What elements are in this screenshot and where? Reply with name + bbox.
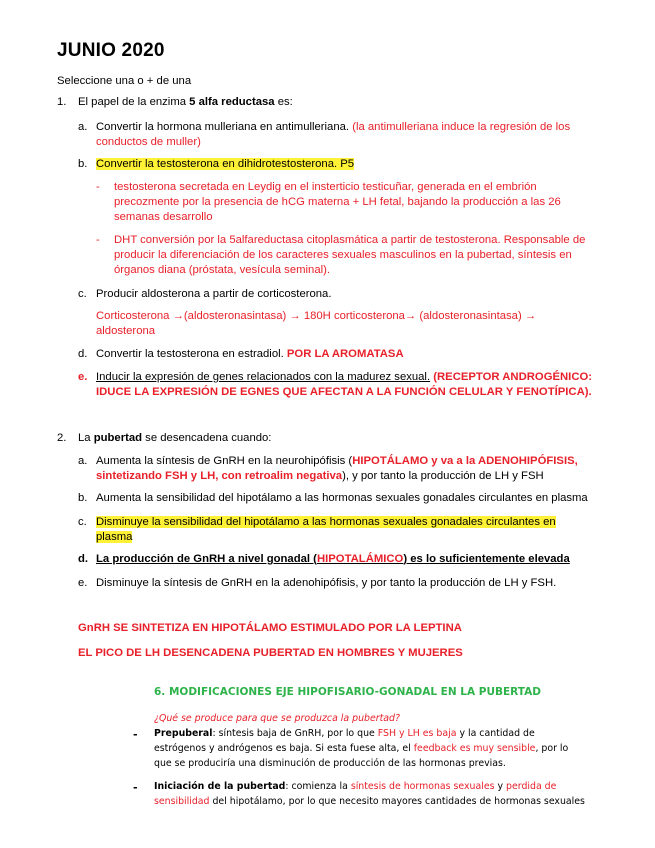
q2-option-a-text-end: ), y por tanto la producción de LH y FSH	[342, 470, 544, 482]
q2-option-e-text: Disminuye la síntesis de GnRH en la adenohipófisis, y por tanto la producción de LH y FSH.	[96, 577, 557, 589]
q2-option-e-letter: e.	[78, 577, 88, 589]
instruction: Seleccione una o + de una	[57, 75, 192, 87]
q2-option-c-text-cont: plasma	[96, 531, 133, 543]
q1-option-e-letter: e.	[78, 371, 88, 383]
q1-b-note2-line2: producir la diferenciación de los caracteres sexuales masculinos en la pubertad, síntesis en	[114, 249, 572, 261]
section-heading: 6. MODIFICACIONES EJE HIPOFISARIO-GONADAL EN LA PUBERTAD	[154, 686, 541, 698]
q1-option-e	[96, 369, 592, 385]
q1-b-note1-line1: testosterona secretada en Leydig en el insterticio testicuñar, generada en el embrión	[114, 181, 537, 193]
q2-option-d-text: La producción de GnRH a nivel gonadal (	[96, 553, 317, 565]
q1-b-note2-line3: órganos diana (próstata, vesícula seminal).	[114, 264, 331, 276]
prepuberal-text2: y la cantidad de	[456, 728, 535, 739]
q1-option-c-note-line1: Corticosterona →(aldosteronasintasa) → 180H corticosterona→ (aldosteronasintasa) →	[96, 310, 537, 322]
q2-option-c-line1	[96, 514, 556, 530]
iniciacion-red1: síntesis de hormonas sexuales	[350, 781, 495, 792]
prepuberal-text4: , por lo	[535, 743, 569, 754]
iniciacion-label: Iniciación de la pubertad	[154, 781, 286, 792]
q1-option-d	[96, 346, 404, 362]
q1-enzyme: 5 alfa reductasa	[189, 96, 275, 108]
question-2-number: 2.	[57, 432, 67, 444]
q2-option-a-note-cont: sintetizando FSH y LH, con retroalim negativa	[96, 470, 343, 482]
note-pico-lh: EL PICO DE LH DESENCADENA PUBERTAD EN HOMBRES Y MUJERES	[78, 647, 463, 659]
section-dash: -	[133, 728, 138, 741]
q2-option-a-note: HIPOTÁLAMO y va a la ADENOHIPÓFISIS,	[352, 455, 578, 467]
q2-option-d-note: HIPOTALÁMICO	[316, 553, 404, 565]
q2-option-b-text: Aumenta la sensibilidad del hipotálamo a las hormonas sexuales gonadales circulantes en plasma	[96, 492, 588, 504]
q1-option-a-note: (la antimulleriana induce la regresión de los	[352, 121, 571, 133]
note-gnrh-leptina: GnRH SE SINTETIZA EN HIPOTÁLAMO ESTIMULADO POR LA LEPTINA	[78, 622, 462, 634]
q2-option-a-text: Aumenta la síntesis de GnRH en la neurohipófisis (	[96, 455, 353, 467]
page-title: JUNIO 2020	[57, 40, 165, 61]
q1-option-c-text: Producir aldosterona a partir de corticosterona.	[96, 288, 332, 300]
q2-stem-end: se desencadena cuando:	[142, 432, 272, 444]
prepuberal-line2	[154, 741, 568, 756]
q1-stem-end: es:	[274, 96, 293, 108]
q1-option-a-text: Convertir la hormona mulleriana en antimulleriana.	[96, 121, 350, 133]
iniciacion-red2: perdida de	[506, 781, 557, 792]
q1-option-d-letter: d.	[78, 348, 88, 360]
q1-b-note2-line1: DHT conversión por la 5alfareductasa citoplasmática a partir de testosterona. Responsable de	[114, 234, 586, 246]
q1-option-a	[96, 119, 570, 135]
q2-option-d-text-end: ) es lo suficientemente elevada	[403, 553, 570, 565]
q2-option-d-letter: d.	[78, 553, 89, 565]
iniciacion-line1	[154, 779, 556, 794]
question-1-number: 1.	[57, 96, 67, 108]
prepuberal-text1: : síntesis baja de GnRH, por lo que	[212, 728, 378, 739]
q1-option-c-letter: c.	[78, 288, 87, 300]
q2-option-c-line2	[96, 529, 132, 545]
prepuberal-red2: feedback es muy sensible	[413, 743, 536, 754]
bullet-dash: -	[96, 181, 100, 193]
q1-option-d-note: POR LA AROMATASA	[286, 348, 404, 360]
iniciacion-text3: del hipotálamo, por lo que necesito mayores cantidades de hormonas sexuales	[209, 796, 585, 807]
q2-option-a-letter: a.	[78, 455, 88, 467]
q2-option-a-line2	[96, 468, 544, 484]
q1-stem-part: El papel de la enzima	[78, 96, 190, 108]
question-2-stem	[78, 430, 271, 446]
q2-option-d	[96, 551, 570, 567]
q1-option-d-text: Convertir la testosterona en estradiol.	[96, 348, 287, 360]
q2-option-b-letter: b.	[78, 492, 88, 504]
q1-option-b-text: Convertir la testosterona en dihidrotestosterona. P5	[96, 158, 355, 170]
prepuberal-text3: estrógenos y andrógenos es baja. Si esta fuese alta, el	[154, 743, 414, 754]
q1-option-b	[96, 156, 354, 172]
q1-option-e-note-line2: IDUCE LA EXPRESIÓN DE EGNES QUE AFECTAN A LA FUNCIÓN CELULAR Y FENOTÍPICA).	[96, 386, 592, 398]
question-1-stem	[78, 94, 293, 110]
section-dash: -	[133, 781, 138, 794]
q1-option-a-letter: a.	[78, 121, 88, 133]
q2-option-a-line1	[96, 453, 578, 469]
q2-keyword: pubertad	[93, 432, 143, 444]
iniciacion-line2	[154, 794, 585, 809]
prepuberal-red1: FSH y LH es baja	[377, 728, 457, 739]
prepuberal-line1	[154, 726, 535, 741]
q2-option-c-letter: c.	[78, 516, 87, 528]
q1-option-e-note: (RECEPTOR ANDROGÉNICO:	[430, 371, 593, 383]
iniciacion-text1: : comienza la	[285, 781, 351, 792]
bullet-dash: -	[96, 234, 100, 246]
iniciacion-text2: y	[494, 781, 507, 792]
q2-stem-part: La	[78, 432, 94, 444]
q2-option-c-text: Disminuye la sensibilidad del hipotálamo a las hormonas sexuales gonadales circulantes en	[96, 516, 556, 528]
prepuberal-line3: que se produciría una disminución de producción de las hormonas previas.	[154, 758, 506, 769]
q1-option-a-note-cont: conductos de muller)	[96, 136, 201, 148]
section-question: ¿Qué se produce para que se produzca la pubertad?	[154, 713, 400, 724]
q1-option-b-letter: b.	[78, 158, 88, 170]
q1-option-e-text: Inducir la expresión de genes relacionados con la madurez sexual.	[96, 371, 431, 383]
q1-b-note1-line2: precozmente por la presencia de hCG materna + LH fetal, bajando la producción a las 26	[114, 196, 561, 208]
iniciacion-red3: sensibilidad	[154, 796, 210, 807]
prepuberal-label: Prepuberal	[154, 728, 213, 739]
q1-option-c-note-line2: aldosterona	[96, 325, 156, 337]
q1-b-note1-line3: semanas desarrollo	[114, 211, 213, 223]
